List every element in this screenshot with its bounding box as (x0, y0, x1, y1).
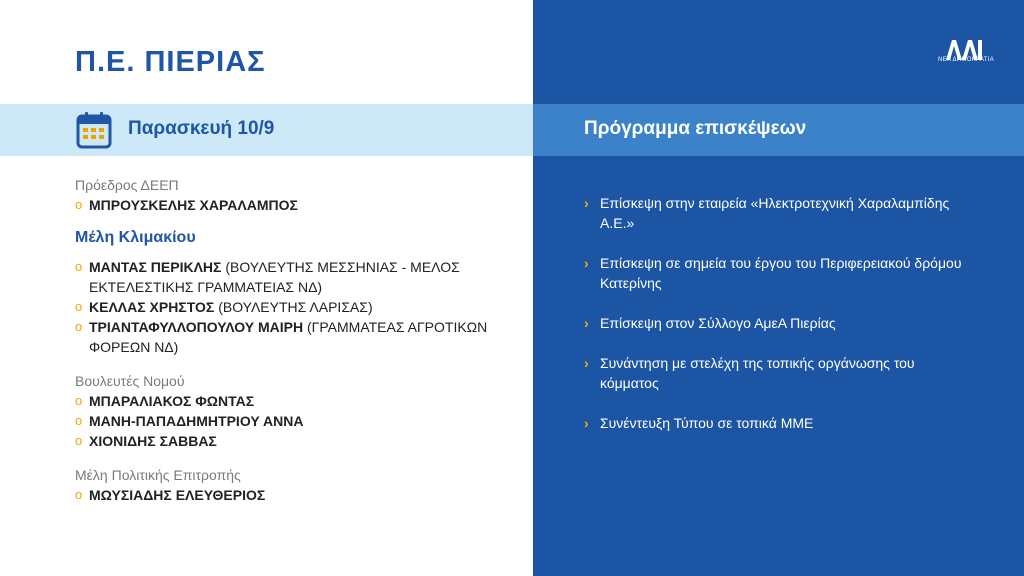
bullet-icon: o (75, 487, 83, 502)
bullet-icon: o (75, 433, 83, 448)
program-item (584, 413, 964, 433)
mps-list (75, 391, 495, 451)
list-item (75, 431, 495, 451)
president-list (75, 195, 495, 215)
chevron-right-icon: › (584, 415, 589, 431)
program-title: Πρόγραμμα επισκέψεων (584, 118, 807, 139)
chevron-right-icon: › (584, 255, 589, 271)
program-item-text: Συνάντηση με στελέχη της τοπικής οργάνωσης του κόμματος (600, 355, 915, 391)
bullet-icon: o (75, 197, 83, 212)
person-role: (ΒΟΥΛΕΥΤΗΣ ΜΕΣΣΗΝΙΑΣ - ΜΕΛΟΣ ΕΚΤΕΛΕΣΤΙΚΗΣ ΓΡΑΜΜΑΤΕΙΑΣ ΝΔ) (89, 259, 460, 295)
chevron-right-icon: › (584, 195, 589, 211)
program-item (584, 353, 964, 393)
program-item (584, 253, 964, 293)
person-role: (ΒΟΥΛΕΥΤΗΣ ΛΑΡΙΣΑΣ) (214, 299, 373, 315)
person-name: ΜΩΥΣΙΑΔΗΣ ΕΛΕΥΘΕΡΙΟΣ (89, 487, 266, 503)
person-name: ΜΑΝΤΑΣ ΠΕΡΙΚΛΗΣ (89, 259, 222, 275)
person-name: ΜΠΡΟΥΣΚΕΛΗΣ ΧΑΡΑΛΑΜΠΟΣ (89, 197, 298, 213)
chevron-right-icon: › (584, 315, 589, 331)
bullet-icon: o (75, 319, 83, 334)
person-name: ΜΠΑΡΑΛΙΑΚΟΣ ΦΩΝΤΑΣ (89, 393, 255, 409)
participants-column (75, 175, 495, 505)
list-item (75, 297, 495, 317)
logo-text: ΝΕΑ ΔΗΜΟΚΡΑΤΙΑ (938, 57, 994, 63)
program-item-text: Επίσκεψη σε σημεία του έργου του Περιφερειακού δρόμου Κατερίνης (600, 255, 962, 291)
person-name: ΧΙΟΝΙΔΗΣ ΣΑΒΒΑΣ (89, 433, 217, 449)
person-name: ΚΕΛΛΑΣ ΧΡΗΣΤΟΣ (89, 299, 215, 315)
program-item (584, 193, 964, 233)
committee-list (75, 257, 495, 357)
person-name: ΤΡΙΑΝΤΑΦΥΛΛΟΠΟΥΛΟΥ ΜΑΙΡΗ (89, 319, 304, 335)
political-list (75, 485, 495, 505)
political-label: Μέλη Πολιτικής Επιτροπής (75, 467, 241, 483)
page-title: Π.Ε. ΠΙΕΡΙΑΣ (75, 46, 266, 78)
nd-logo-icon (940, 34, 988, 70)
program-list (584, 193, 964, 453)
list-item (75, 411, 495, 431)
list-item (75, 485, 495, 505)
program-item-text: Επίσκεψη στην εταιρεία «Ηλεκτροτεχνική Χαραλαμπίδης Α.Ε.» (600, 195, 950, 231)
bullet-icon: o (75, 393, 83, 408)
program-item-text: Επίσκεψη στον Σύλλογο ΑμεΑ Πιερίας (600, 315, 836, 331)
person-name: ΜΑΝΗ-ΠΑΠΑΔΗΜΗΤΡΙΟΥ ΑΝΝΑ (89, 413, 304, 429)
bullet-icon: o (75, 299, 83, 314)
calendar-icon (76, 111, 112, 149)
list-item (75, 257, 495, 297)
list-item (75, 195, 495, 215)
date-label: Παρασκευή 10/9 (128, 118, 275, 139)
list-item (75, 391, 495, 411)
bullet-icon: o (75, 259, 83, 274)
chevron-right-icon: › (584, 355, 589, 371)
mps-label: Βουλευτές Νομού (75, 373, 185, 389)
president-label: Πρόεδρος ΔΕΕΠ (75, 177, 179, 193)
person-role: (ΓΡΑΜΜΑΤΕΑΣ ΑΓΡΟΤΙΚΩΝ ΦΟΡΕΩΝ ΝΔ) (89, 319, 488, 355)
program-item (584, 313, 964, 333)
program-item-text: Συνέντευξη Τύπου σε τοπικά ΜΜΕ (600, 415, 814, 431)
bullet-icon: o (75, 413, 83, 428)
committee-label: Μέλη Κλιμακίου (75, 229, 196, 246)
list-item (75, 317, 495, 357)
